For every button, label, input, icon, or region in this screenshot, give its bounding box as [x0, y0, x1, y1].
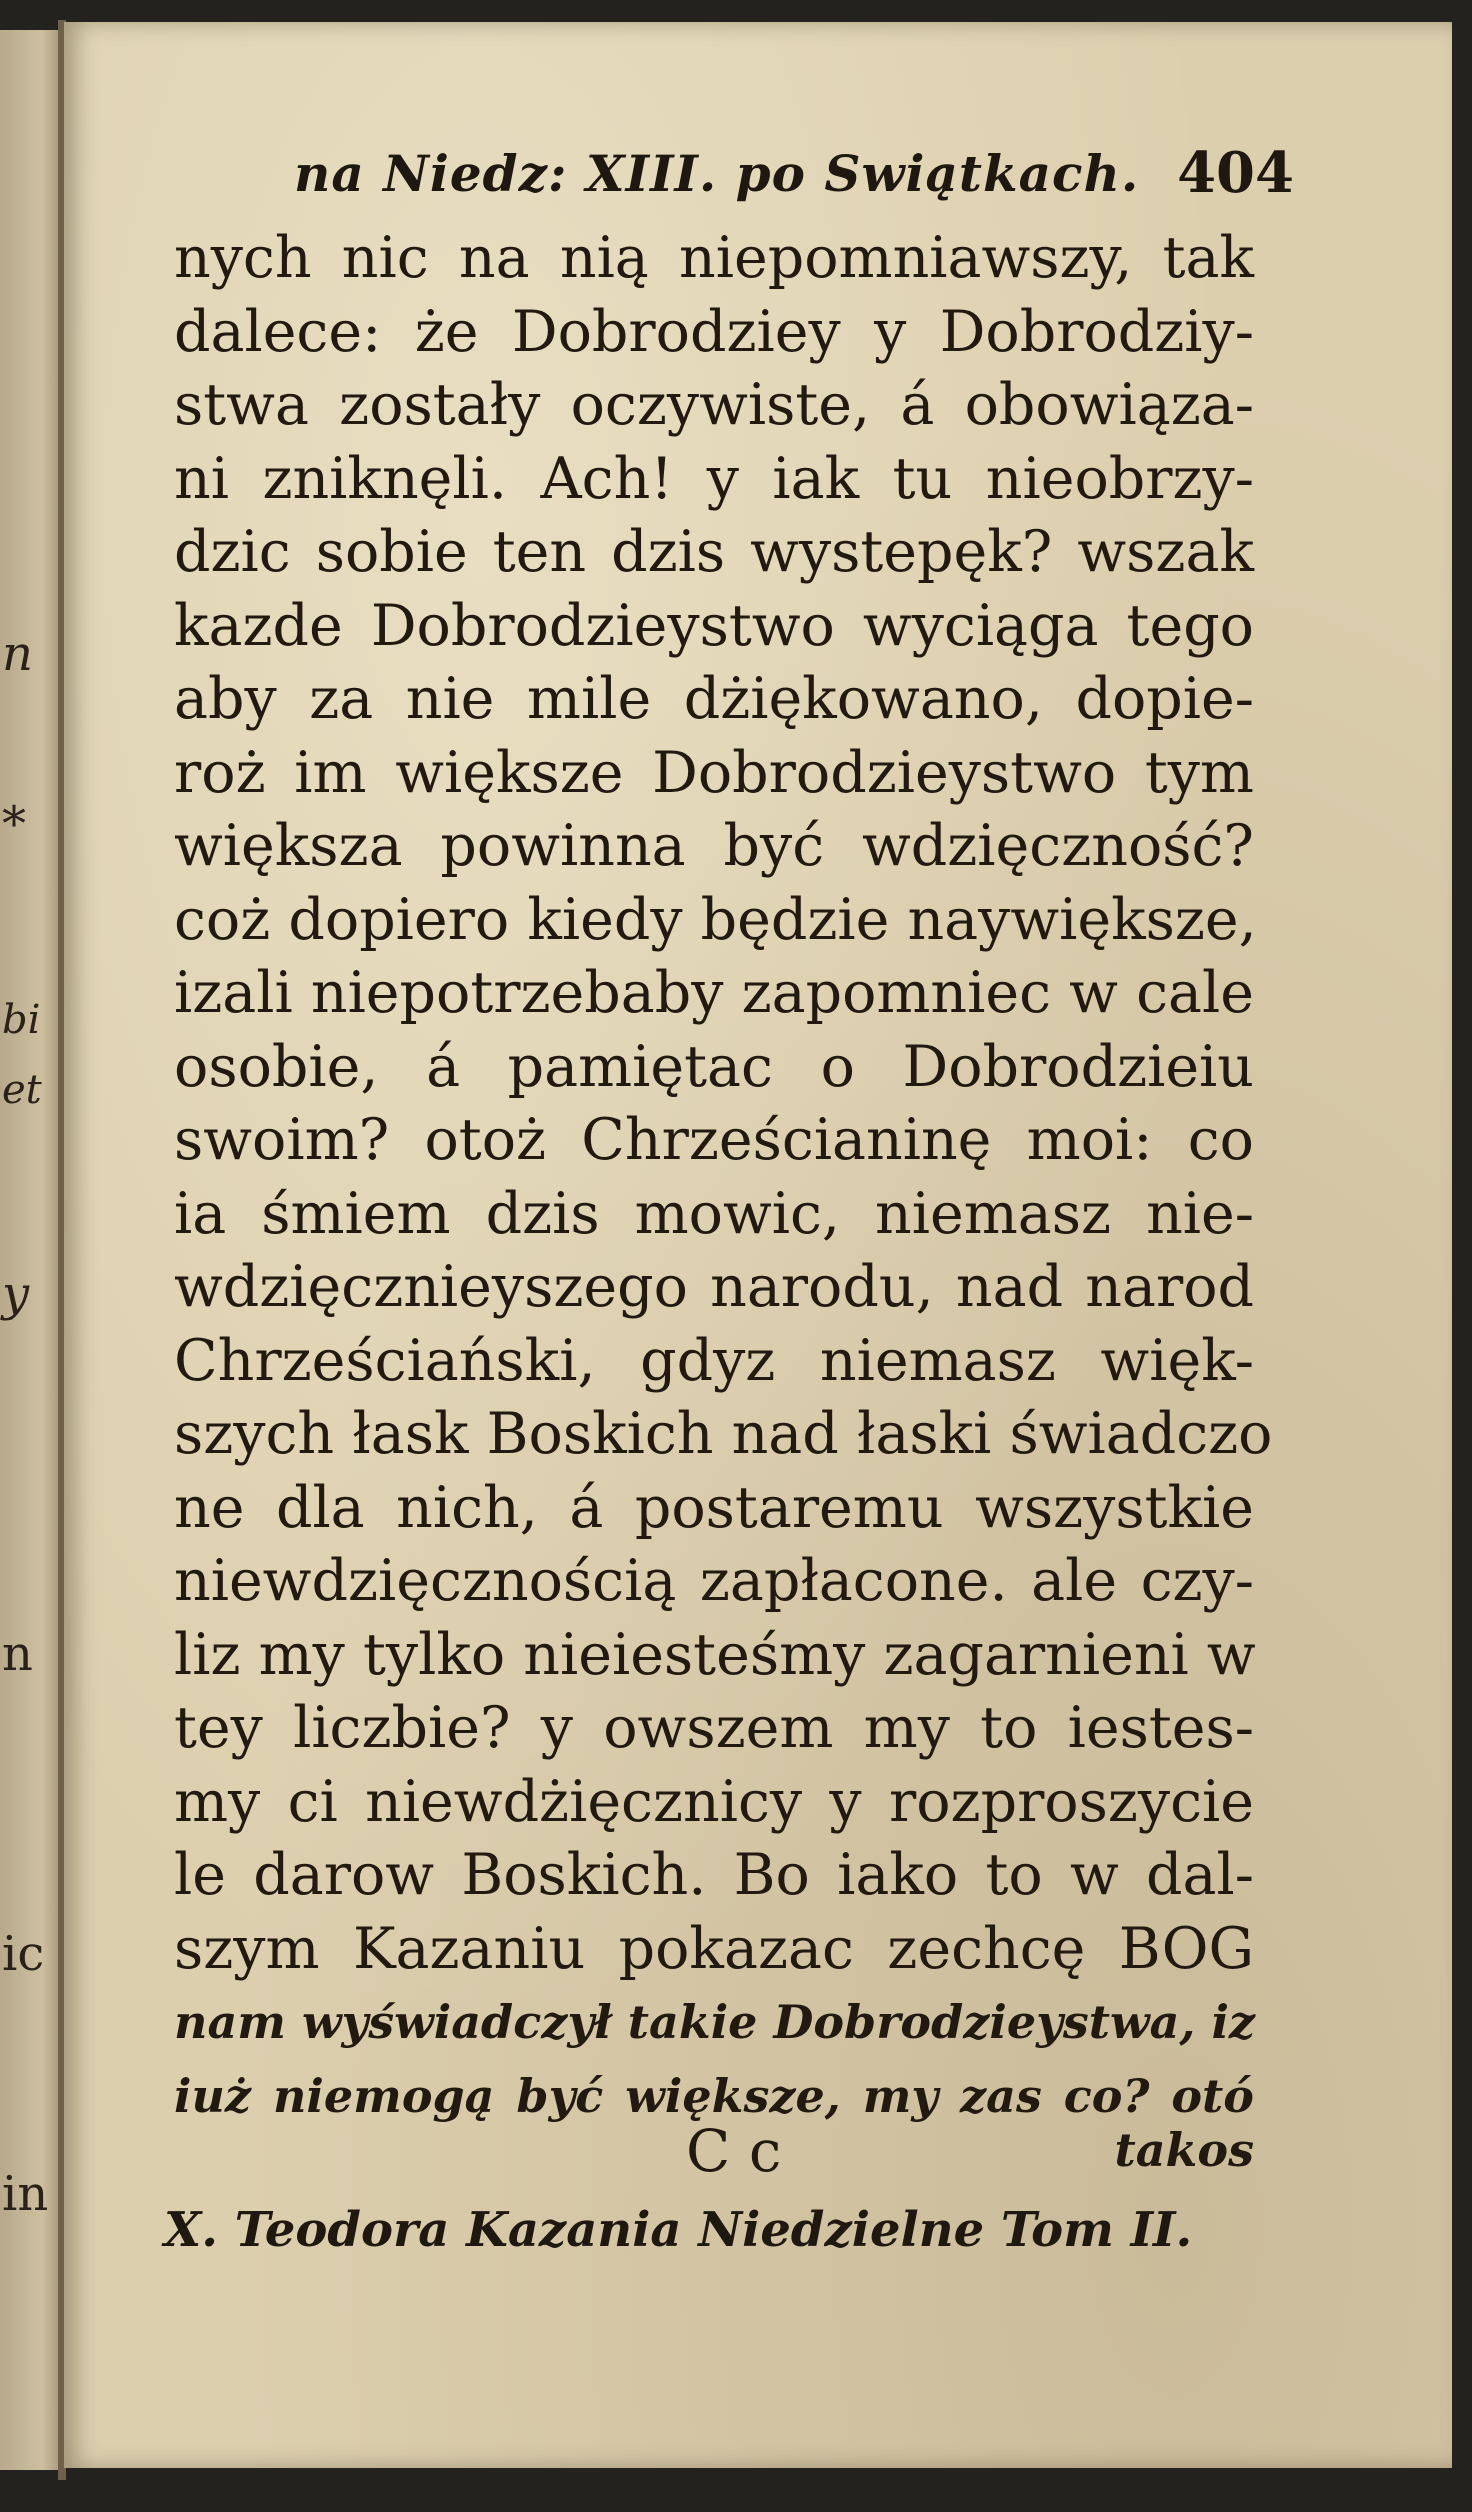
text-line: tey liczbie? y owszem my to iestes- [174, 1695, 1254, 1761]
margin-fragment: n [2, 1626, 33, 1682]
text-line: roż im większe Dobrodzieystwo tym [174, 739, 1254, 806]
page-footer [174, 2117, 1254, 2197]
text-line: ni zniknęli. Ach! y iak tu nieobrzy- [174, 445, 1254, 512]
signature-mark: C c [686, 2117, 782, 2185]
margin-fragment: ic [2, 1926, 45, 1982]
imprint-line: X. Teodora Kazania Niedzielne Tom II. [164, 2202, 1193, 2258]
text-line: niewdzięcznością zapłacone. ale czy- [174, 1548, 1254, 1614]
text-line: szych łask Boskich nad łaski świadczo [174, 1401, 1273, 1467]
book-page [64, 22, 1452, 2468]
running-head: na Niedz: XIII. po Swiątkach. [294, 144, 1140, 203]
text-line: większa powinna być wdzięczność? [174, 813, 1254, 879]
text-line-italic: nam wyświadczył takie Dobrodzieystwa, iz [174, 1995, 1256, 2049]
text-line: ne dla nich, á postaremu wszystkie [174, 1474, 1254, 1541]
text-line: le darow Boskich. Bo iako to w dal- [174, 1842, 1254, 1908]
text-line: izali niepotrzebaby zapomniec w cale [174, 960, 1254, 1026]
page-number: 404 [1177, 140, 1294, 206]
text-line: ia śmiem dzis mowic, niemasz nie- [174, 1180, 1254, 1247]
text-line: osobie, á pamiętac o Dobrodzieiu [174, 1033, 1254, 1100]
text-line: aby za nie mile dżiękowano, dopie- [174, 666, 1254, 732]
text-line: my ci niewdżięcznicy y rozproszycie [174, 1768, 1254, 1835]
text-line: swoim? otoż Chrześcianinę moi: co [174, 1107, 1254, 1173]
text-line: szym Kazaniu pokazac zechcę BOG [174, 1915, 1254, 1982]
text-line: dzic sobie ten dzis wystepęk? wszak [174, 519, 1254, 585]
body-text [174, 222, 1273, 2133]
margin-fragment: * [2, 796, 26, 852]
text-line: coż dopiero kiedy będzie naywiększe, [174, 886, 1257, 953]
page-header [234, 140, 1294, 210]
text-line: stwa zostały oczywiste, á obowiąza- [174, 372, 1254, 438]
margin-fragment: in [2, 2166, 49, 2222]
margin-fragment: y [2, 1266, 30, 1322]
margin-fragment: et [2, 1067, 42, 1113]
catchword: takos [1114, 2123, 1254, 2177]
text-line: wdzięcznieyszego narodu, nad narod [174, 1254, 1254, 1320]
margin-fragment: n [2, 626, 33, 682]
margin-fragment: bi [2, 997, 41, 1043]
text-line-italic: iuż niemogą być większe, my zas co? otó [174, 2068, 1254, 2123]
text-line: liz my tylko nieiesteśmy zagarnieni w [174, 1621, 1256, 1688]
text-line: kazde Dobrodzieystwo wyciąga tego [174, 592, 1254, 659]
text-line: Chrześciański, gdyz niemasz więk- [174, 1327, 1254, 1394]
previous-page-edge [0, 30, 60, 2470]
text-line: dalece: że Dobrodziey y Dobrodziy- [174, 298, 1254, 365]
text-line: nych nic na nią niepomniawszy, tak [174, 225, 1254, 291]
